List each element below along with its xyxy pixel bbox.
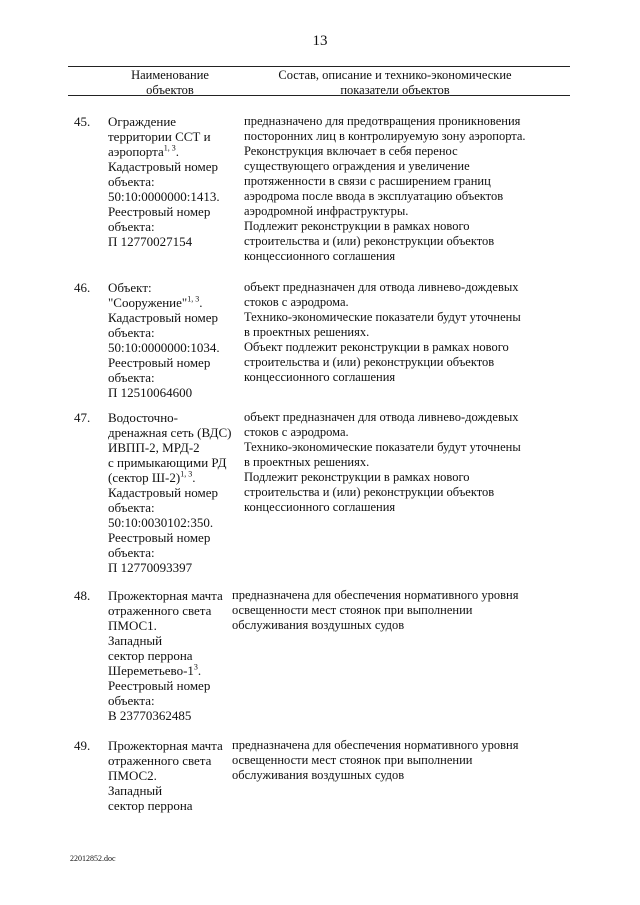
name-line: Реестровый номер [108,530,211,545]
header-text: объектов [146,83,194,97]
name-line: отраженного света [108,753,212,768]
name-line: объекта: [108,219,155,234]
name-line: отраженного света [108,603,212,618]
desc-line: Подлежит реконструкции в рамках нового [244,470,470,484]
desc-line: предназначена для обеспечения нормативного уровня [232,738,519,752]
object-name [108,738,243,813]
name-line: аэропорта$^{1, 3}$. [108,143,179,159]
desc-line: в проектных решениях. [244,325,370,339]
name-line: В 23770362485 [108,708,192,723]
header-text: Состав, описание и технико-экономические [278,68,512,82]
name-line: территории ССТ и [108,129,211,144]
name-line: объекта: [108,545,155,560]
desc-line: строительства и (или) реконструкции объектов [244,355,495,369]
footnote-ref: 3 [193,662,198,672]
row-number: 46. [74,280,91,295]
object-name [108,114,243,249]
desc-line: стоков с аэродрома. [244,425,349,439]
name-line: Западный [108,633,163,648]
name-line: 50:10:0030102:350. [108,515,214,530]
desc-line: предназначена для обеспечения нормативного уровня [232,588,519,602]
desc-line: обслуживания воздушных судов [232,768,405,782]
name-line: объекта: [108,325,155,340]
name-line: Прожекторная мачта [108,588,223,603]
desc-line: протяженности в связи с расширением границ [244,174,491,188]
object-name [108,280,243,400]
name-line: ИВПП-2, МРД-2 [108,440,200,455]
name-line: (сектор Ш-2)$^{1, 3}$. [108,469,196,485]
name-line: Кадастровый номер [108,310,219,325]
object-description [232,738,562,783]
name-line: Прожекторная мачта [108,738,223,753]
header-column-description [245,68,545,98]
name-line: ПМОС1. [108,618,157,633]
object-description [244,280,574,385]
desc-line: Технико-экономические показатели будут уточнены [244,440,521,454]
row-number: 47. [74,410,91,425]
name-line: Реестровый номер [108,355,211,370]
name-line: Водосточно- [108,410,179,425]
desc-line: Подлежит реконструкции в рамках нового [244,219,470,233]
desc-line: освещенности мест стоянок при выполнении [232,603,473,617]
name-line: сектор перрона [108,798,193,813]
name-line: объекта: [108,500,155,515]
desc-line: строительства и (или) реконструкции объектов [244,234,495,248]
footnote-ref: 1, 3 [180,469,193,479]
row-number: 45. [74,114,91,129]
page-number: 13 [312,33,328,49]
name-line: Западный [108,783,163,798]
header-column-name [90,68,250,98]
desc-line: аэродромной инфраструктуры. [244,204,409,218]
desc-line: обслуживания воздушных судов [232,618,405,632]
name-line: с примыкающими РД [108,455,227,470]
desc-line: Объект подлежит реконструкции в рамках нового [244,340,509,354]
document-filename: 22012852.doc [70,854,116,863]
row-number: 49. [74,738,91,753]
object-name [108,410,243,575]
name-line: объекта: [108,370,155,385]
object-name [108,588,243,723]
desc-line: Реконструкция включает в себя перенос [244,144,458,158]
name-line: Кадастровый номер [108,485,219,500]
name-line: "Сооружение"$^{1, 3}$. [108,294,203,310]
name-line: П 12770093397 [108,560,193,575]
name-line: сектор перрона [108,648,193,663]
name-line: Кадастровый номер [108,159,219,174]
name-line: Реестровый номер [108,678,211,693]
name-line: 50:10:0000000:1413. [108,189,220,204]
name-line: объекта: [108,693,155,708]
header-text: показатели объектов [340,83,450,97]
desc-line: стоков с аэродрома. [244,295,349,309]
desc-line: объект предназначен для отвода ливнево-дождевых [244,410,519,424]
desc-line: объект предназначен для отвода ливнево-дождевых [244,280,519,294]
desc-line: освещенности мест стоянок при выполнении [232,753,473,767]
desc-line: Технико-экономические показатели будут уточнены [244,310,521,324]
name-line: дренажная сеть (ВДС) [108,425,232,440]
desc-line: строительства и (или) реконструкции объектов [244,485,495,499]
name-line: Ограждение [108,114,177,129]
name-line: П 12510064600 [108,385,193,400]
desc-line: концессионного соглашения [244,500,396,514]
object-description [244,410,574,515]
row-number: 48. [74,588,91,603]
desc-line: концессионного соглашения [244,249,396,263]
desc-line: аэродрома после ввода в эксплуатацию объектов [244,189,504,203]
desc-line: посторонних лиц в контролируемую зону аэропорта. [244,129,526,143]
name-line: 50:10:0000000:1034. [108,340,220,355]
name-line: Объект: [108,280,152,295]
header-top-rule [68,66,570,67]
name-line: объекта: [108,174,155,189]
name-line: Реестровый номер [108,204,211,219]
name-line: Шереметьево-$1^3$. [108,662,202,678]
desc-line: концессионного соглашения [244,370,396,384]
object-description [244,114,574,264]
header-bottom-rule [68,95,570,96]
footnote-ref: 1, 3 [187,294,200,304]
name-line: ПМОС2. [108,768,157,783]
desc-line: существующего ограждения и увеличение [244,159,470,173]
name-line: П 12770027154 [108,234,193,249]
desc-line: в проектных решениях. [244,455,370,469]
footnote-ref: 1, 3 [163,143,176,153]
object-description [232,588,562,633]
header-text: Наименование [131,68,209,82]
desc-line: предназначено для предотвращения проникновения [244,114,521,128]
